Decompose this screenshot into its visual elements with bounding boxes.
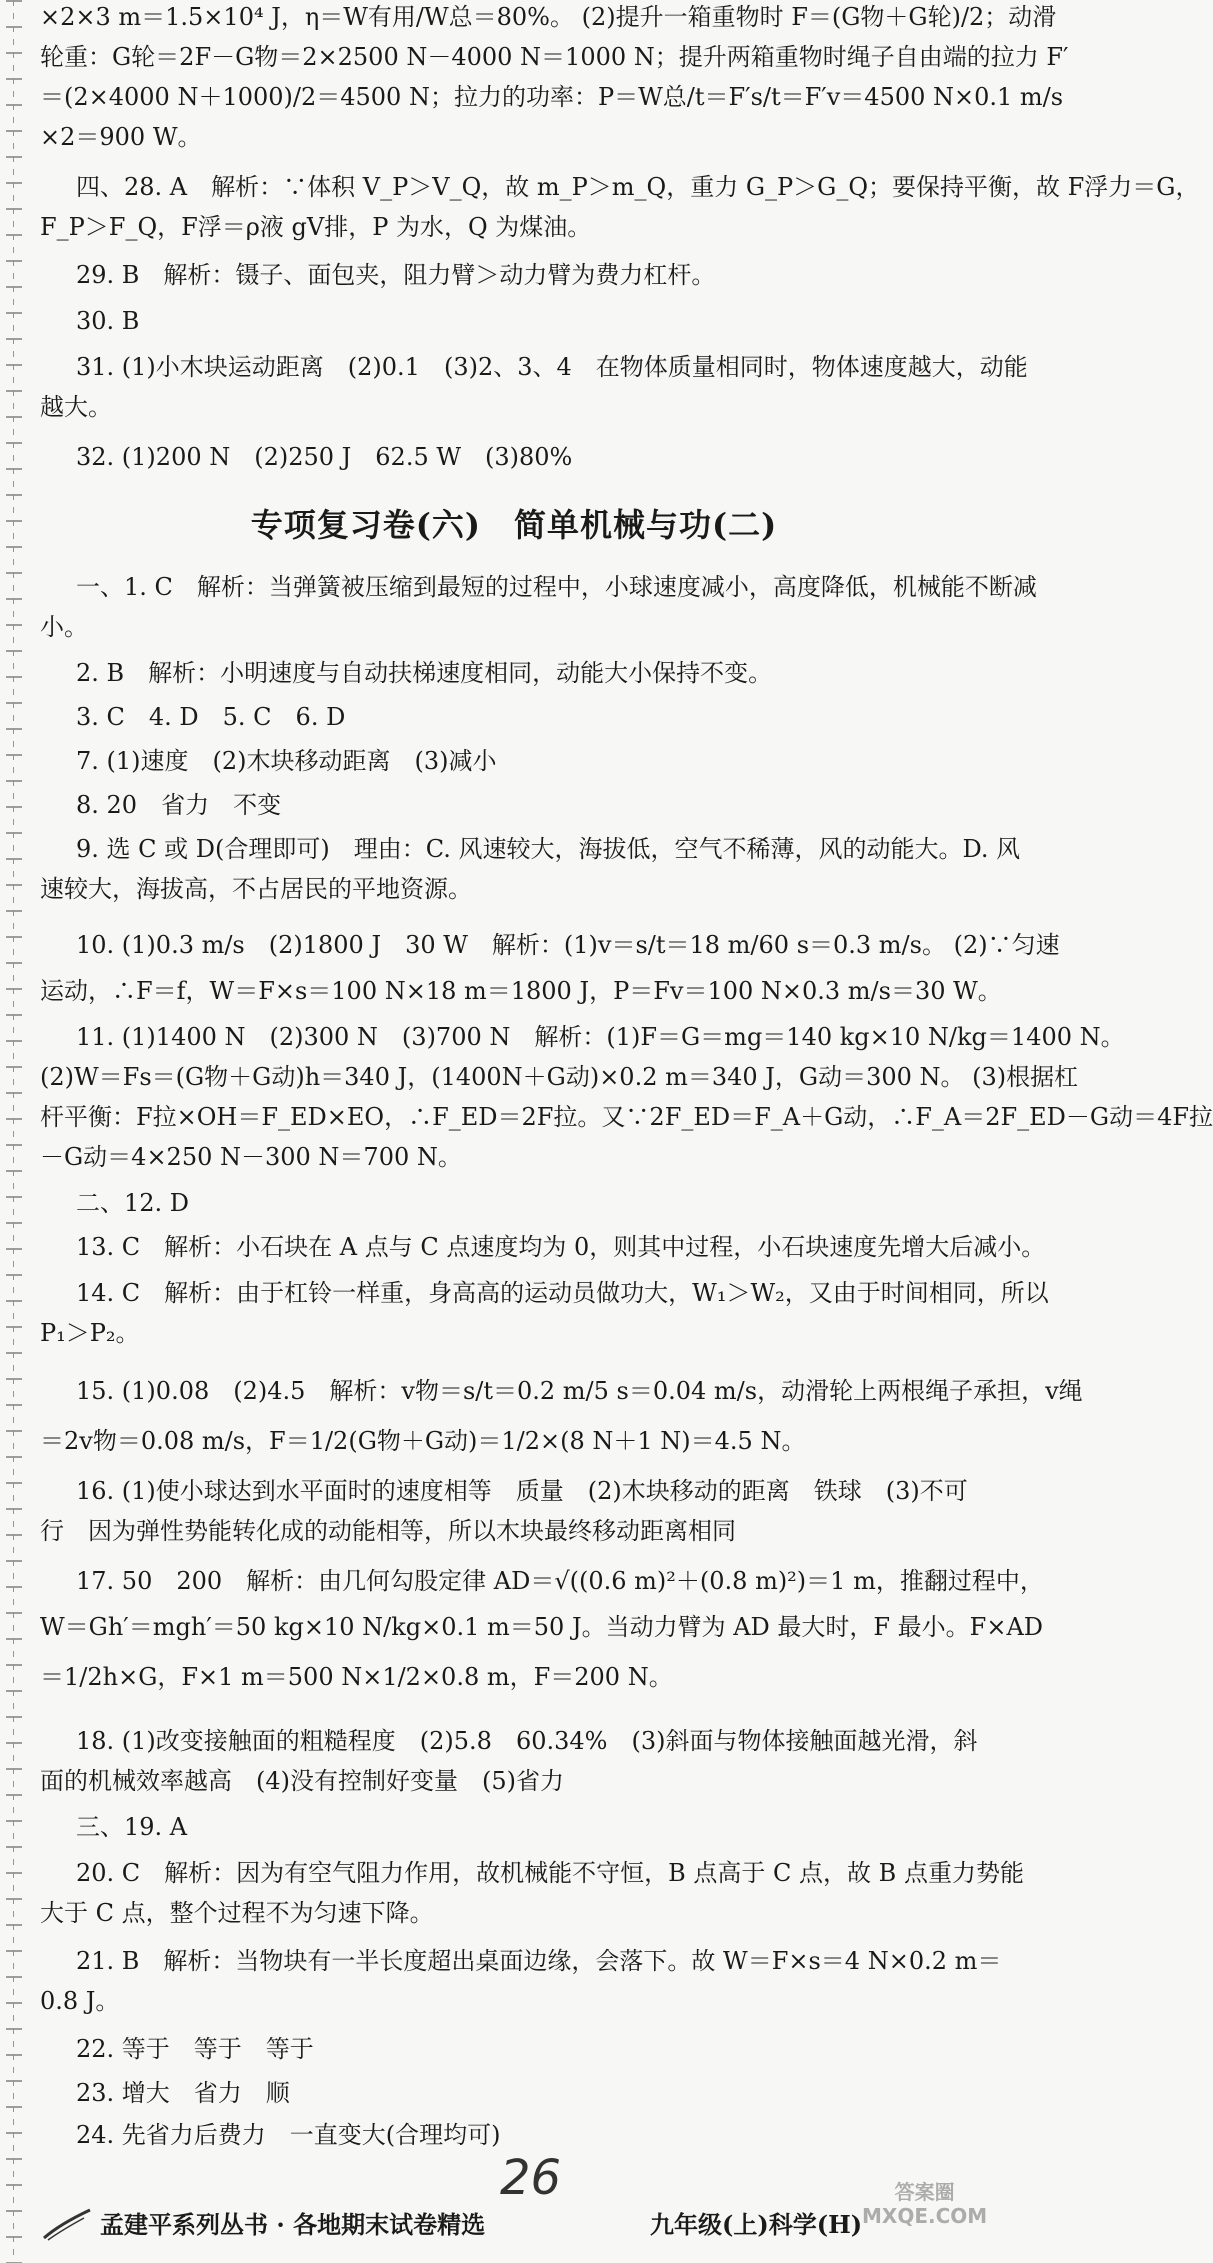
- text-line: 一、1. C 解析：当弹簧被压缩到最短的过程中，小球速度减小，高度降低，机械能不断减: [76, 573, 1037, 601]
- watermark-url: MXQE.COM: [862, 2204, 988, 2228]
- section-title: 专项复习卷(六) 简单机械与功(二): [250, 506, 778, 544]
- text-line: ＝1/2h×G，F×1 m＝500 N×1/2×0.8 m，F＝200 N。: [40, 1663, 673, 1691]
- text-line: 10. (1)0.3 m/s (2)1800 J 30 W 解析：(1)v＝s/t＝18 m/60 s＝0.3 m/s。 (2)∵匀速: [76, 931, 1060, 959]
- text-line: 速较大，海拔高，不占居民的平地资源。: [40, 875, 472, 903]
- text-line: 大于 C 点，整个过程不为匀速下降。: [40, 1899, 434, 1927]
- text-line: 21. B 解析：当物块有一半长度超出桌面边缘，会落下。故 W＝F×s＝4 N×0.2 m＝: [76, 1947, 1002, 1975]
- text-line: 杆平衡：F拉×OH＝F_ED×EO，∴F_ED＝2F拉。又∵2F_ED＝F_A＋G动，∴F_A＝2F_ED－G动＝4F拉: [40, 1103, 1213, 1131]
- text-line: 二、12. D: [76, 1189, 190, 1217]
- text-line: 三、19. A: [76, 1813, 188, 1841]
- text-line: (2)W＝Fs＝(G物＋G动)h＝340 J，(1400N＋G动)×0.2 m＝340 J，G动＝300 N。 (3)根据杠: [40, 1063, 1079, 1091]
- text-line: 23. 增大 省力 顺: [76, 2079, 290, 2107]
- pen-icon: [40, 2204, 96, 2244]
- text-line: ×2＝900 W。: [40, 123, 202, 151]
- text-line: 3. C 4. D 5. C 6. D: [76, 703, 346, 731]
- text-line: 行 因为弹性势能转化成的动能相等，所以木块最终移动距离相同: [40, 1517, 736, 1545]
- answer-page: [40, 0, 1213, 2263]
- binding-edge: [6, 0, 22, 2263]
- text-line: 16. (1)使小球达到水平面时的速度相等 质量 (2)木块移动的距离 铁球 (3)不可: [76, 1477, 968, 1505]
- text-line: 14. C 解析：由于杠铃一样重，身高高的运动员做功大，W₁＞W₂，又由于时间相同，所以: [76, 1279, 1049, 1307]
- watermark-text: 答案圈: [894, 2180, 955, 2204]
- text-line: P₁＞P₂。: [40, 1319, 140, 1347]
- text-line: 15. (1)0.08 (2)4.5 解析：v物＝s/t＝0.2 m/5 s＝0.04 m/s，动滑轮上两根绳子承担，v绳: [76, 1377, 1083, 1405]
- text-line: 24. 先省力后费力 一直变大(合理均可): [76, 2121, 501, 2149]
- text-line: 32. (1)200 N (2)250 J 62.5 W (3)80%: [76, 443, 573, 471]
- text-line: 四、28. A 解析：∵体积 V_P＞V_Q，故 m_P＞m_Q，重力 G_P＞G_Q；要保持平衡，故 F浮力＝G，: [76, 173, 1200, 201]
- text-line: F_P＞F_Q，F浮＝ρ液 gV排，P 为水，Q 为煤油。: [40, 213, 592, 241]
- text-line: ＝2v物＝0.08 m/s，F＝1/2(G物＋G动)＝1/2×(8 N＋1 N)＝4.5 N。: [40, 1427, 806, 1455]
- text-line: 2. B 解析：小明速度与自动扶梯速度相同，动能大小保持不变。: [76, 659, 773, 687]
- text-line: 轮重：G轮＝2F－G物＝2×2500 N－4000 N＝1000 N；提升两箱重物时绳子自由端的拉力 F′: [40, 43, 1069, 71]
- text-line: ×2×3 m＝1.5×10⁴ J，η＝W有用/W总＝80%。 (2)提升一箱重物时 F＝(G物＋G轮)/2；动滑: [40, 3, 1057, 31]
- text-line: ＝(2×4000 N＋1000)/2＝4500 N；拉力的功率：P＝W总/t＝F′s/t＝F′v＝4500 N×0.1 m/s: [40, 83, 1064, 111]
- text-line: 运动，∴F＝f，W＝F×s＝100 N×18 m＝1800 J，P＝Fv＝100 N×0.3 m/s＝30 W。: [40, 977, 1002, 1005]
- footer: [40, 2200, 988, 2250]
- series-name: 孟建平系列丛书 · 各地期末试卷精选: [100, 2210, 486, 2239]
- text-line: 11. (1)1400 N (2)300 N (3)700 N 解析：(1)F＝G＝mg＝140 kg×10 N/kg＝1400 N。: [76, 1023, 1125, 1051]
- page-number: 26: [500, 2150, 562, 2206]
- text-line: －G动＝4×250 N－300 N＝700 N。: [40, 1143, 462, 1171]
- text-line: 13. C 解析：小石块在 A 点与 C 点速度均为 0，则其中过程，小石块速度先增大后减小。: [76, 1233, 1046, 1261]
- text-line: 30. B: [76, 307, 140, 335]
- text-line: 18. (1)改变接触面的粗糙程度 (2)5.8 60.34% (3)斜面与物体接触面越光滑，斜: [76, 1727, 978, 1755]
- text-line: 小。: [40, 613, 88, 641]
- text-line: 越大。: [40, 393, 112, 421]
- text-line: 31. (1)小木块运动距离 (2)0.1 (3)2、3、4 在物体质量相同时，物体速度越大，动能: [76, 353, 1028, 381]
- text-line: W＝Gh′＝mgh′＝50 kg×10 N/kg×0.1 m＝50 J。当动力臂为 AD 最大时，F 最小。F×AD: [40, 1613, 1044, 1641]
- grade-subject: 九年级(上)科学(H): [650, 2210, 863, 2239]
- text-line: 0.8 J。: [40, 1987, 120, 2015]
- text-line: 20. C 解析：因为有空气阻力作用，故机械能不守恒，B 点高于 C 点，故 B 点重力势能: [76, 1859, 1024, 1887]
- text-line: 22. 等于 等于 等于: [76, 2035, 314, 2063]
- watermark: [862, 2180, 987, 2228]
- text-line: 面的机械效率越高 (4)没有控制好变量 (5)省力: [40, 1767, 564, 1795]
- text-line: 7. (1)速度 (2)木块移动距离 (3)减小: [76, 747, 497, 775]
- text-line: 8. 20 省力 不变: [76, 791, 282, 819]
- text-line: 17. 50 200 解析：由几何勾股定律 AD＝√((0.6 m)²＋(0.8 m)²)＝1 m，推翻过程中，: [76, 1567, 1044, 1595]
- text-line: 9. 选 C 或 D(合理即可) 理由：C. 风速较大，海拔低，空气不稀薄，风的动能大。D. 风: [76, 835, 1021, 863]
- text-line: 29. B 解析：镊子、面包夹，阻力臂＞动力臂为费力杠杆。: [76, 261, 716, 289]
